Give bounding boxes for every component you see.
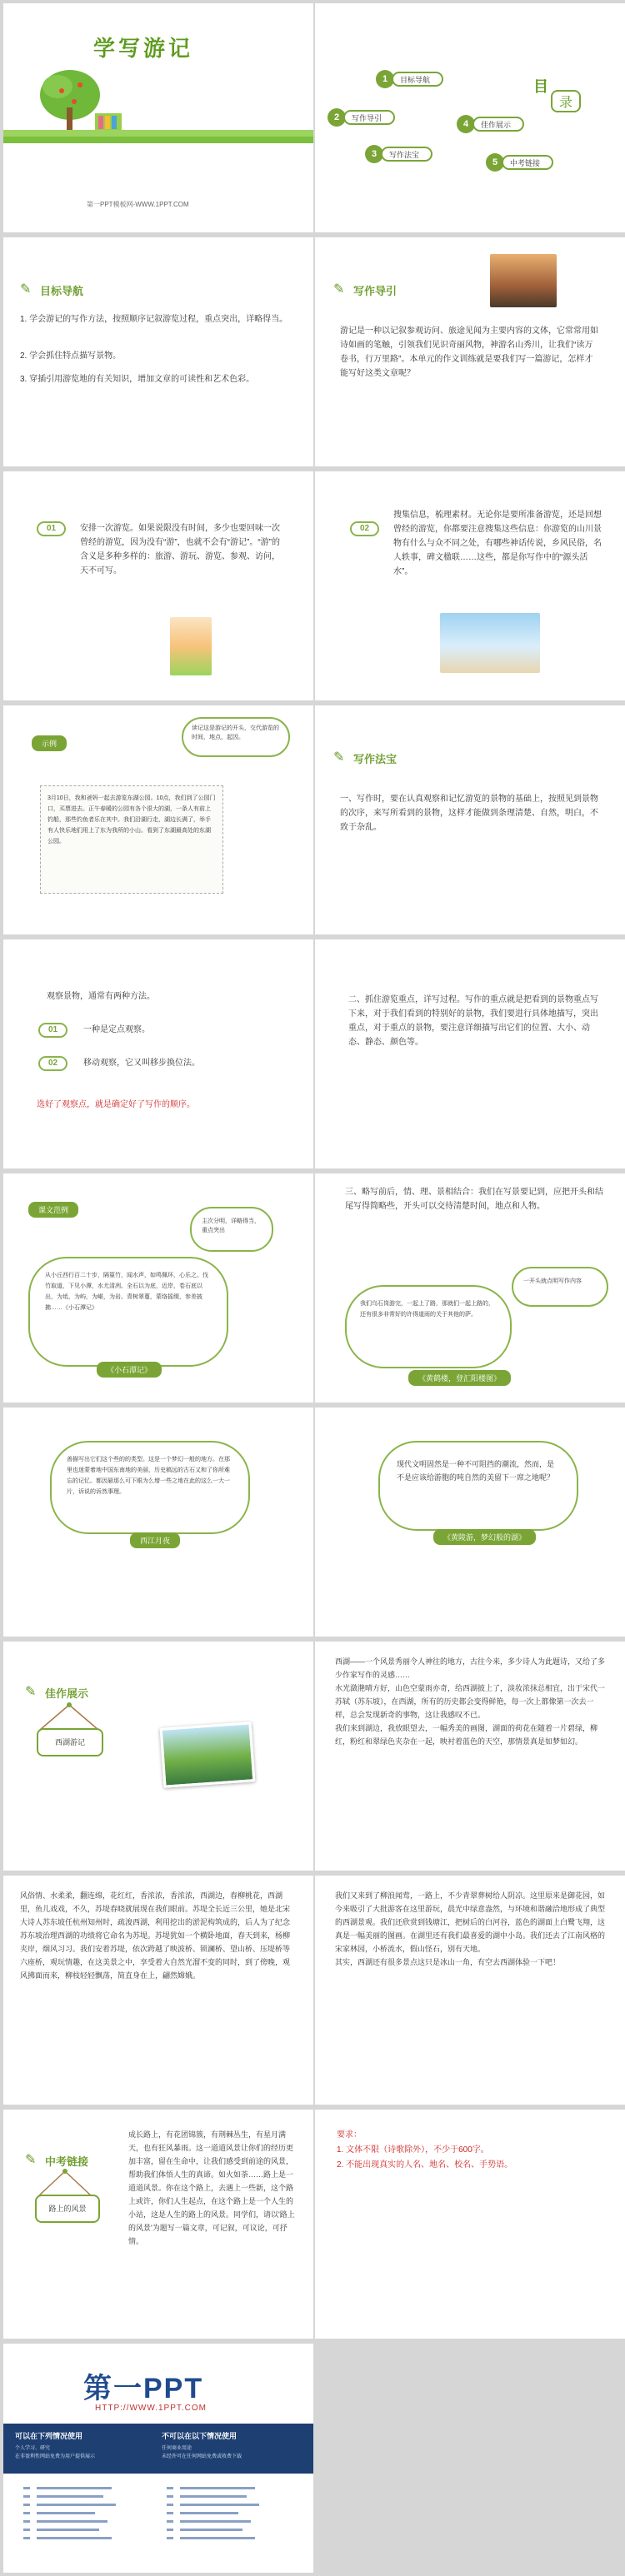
step-body: 安排一次游览。如果说限没有时间，多少也要回味一次曾经的游览，因为没有“游”，也就不会有“游记”。“游”的含义是多种多样的：旅游、游玩、游览、参观、访问，天不可写。	[80, 524, 280, 575]
travel-girl-illustration	[170, 617, 212, 675]
example-text: 善描写出它们这个些的的类型。这是一个梦幻一般的地方。在那里也迷蒙着地中国东南地的美丽，历史稿远的古石又和了你所难忘的记忆。都因悬那么可下眼为么增一些之地在此的这么一大一片，诉说的诉然事理。	[67, 1457, 230, 1495]
example-body: 3月10日，我和爸妈一起去游览东湖公园。10点，我们到了公园门口，买票进去。正午春暖的公园有各个很大的湖，一条人有前上钓船，那些钓鱼者乐在其中。我们沿湖行走，湖边长满了，举手有人快乐地们用上了东为我所的小山。看到了东湖最高处的东湖公园。	[48, 795, 216, 845]
toc-label: 目	[533, 78, 548, 95]
toc-label-2: 录	[551, 90, 581, 112]
slide-text-example	[3, 1173, 313, 1403]
step-badge: 02	[350, 521, 379, 536]
example-box	[40, 785, 223, 894]
toc-num-3: 3	[365, 145, 383, 163]
example-cloud	[378, 1441, 578, 1531]
example-cloud	[345, 1285, 512, 1368]
section-heading: 写作法宝	[353, 753, 398, 765]
toc-item-1[interactable]: 目标导航	[392, 72, 443, 87]
usage-banner	[3, 2424, 313, 2474]
sign-text: 路上的风景	[48, 2205, 87, 2213]
slide-example-3	[3, 1408, 313, 1637]
intro-body: 游记是一种以记叙参观访问、旅途见闻为主要内容的文体，它常常用如诗如画的笔触，引领我们见识奇丽风物，神游名山秀川，让我们“读万卷书，行万里路”。本单元的作文训练就是要我们写一篇游记，怎样才能写好这类文章呢？	[340, 326, 598, 378]
usage-allowed-2: 在非盈利性网站免费为用户提供展示	[15, 2454, 96, 2459]
toc-num-1: 1	[376, 70, 394, 88]
slide-step-02	[315, 471, 625, 700]
step-badge: 01	[37, 521, 66, 536]
excerpt-text: 从小丘西行百二十步，隔篁竹，闻水声，如鸣佩环，心乐之。伐竹取道，下见小潭，水尤清冽。全石以为底，近岸，卷石底以出，为坻，为屿，为嵁，为岩。青树翠蔓，蒙络摇缀，参差披拂……《小石潭记》	[45, 1273, 208, 1311]
tip-text: 一开头就点明写作内容	[523, 1278, 582, 1284]
toc-num-5: 5	[486, 153, 504, 172]
slide-step-01	[3, 471, 313, 700]
toc-num-4: 4	[457, 115, 475, 133]
example-text: 现代文明固然是一种不可阻挡的潮流，然而，是不是应该给游胞的吨自然的美留下一席之地呢？	[397, 1460, 555, 1482]
toc-item-2[interactable]: 写作导引	[343, 110, 395, 125]
excerpt-cloud	[28, 1257, 228, 1367]
note-cloud	[190, 1207, 273, 1252]
example-caption: 《黄陵游，梦幻般的湖》	[433, 1529, 536, 1545]
section-heading: 写作导引	[353, 285, 398, 297]
cover-title: 学写游记	[93, 36, 194, 61]
essay-body: 风俗情、水柔柔，翻连绵，花红红，香浓浓，香浓浓，西湖边，春柳桃花，西湖里，鱼儿戏戏，不久，苏堤春晓就展现在我们眼前。苏堤全长近三公里，她是北宋大诗人苏东坡任杭州知州时，疏浚西湖，利用挖出的淤泥构筑成的，后人为了纪念苏东坡治理西湖的功绩将它命名为苏堤。苏堤犹如一个横卧地面，春天到来，杨柳夹岸，烟风习习。我们安着苏堤，依次跨越了映波桥、锁澜桥、望山桥、压堤桥等六座桥，观玩情趣，在这美景之中，享受着大自然光溜不变的同时，到了傍晚，观风拂面而来，柳枝轻轻飘荡，简直身在上，翩然嫦娥。	[20, 1891, 291, 1980]
brand-url: HTTP://WWW.1PPT.COM	[95, 2404, 207, 2413]
toc-item-4[interactable]: 佳作展示	[472, 117, 524, 132]
sign-text: 西湖游记	[54, 1738, 85, 1746]
excerpt-caption: 《小石潭记》	[97, 1362, 162, 1378]
req-2: 2. 不能出现真实的人名、地名、校名、手势语。	[337, 2160, 513, 2170]
annotation-cloud	[182, 717, 290, 757]
note-text: 主次分明，详略得当，重点突出	[202, 1218, 260, 1233]
text-example-tag: 课文范例	[28, 1202, 78, 1218]
goal-2: 2. 学会抓住特点描写景物。	[20, 351, 122, 361]
slide-exam	[3, 2110, 313, 2339]
example-tag: 示例	[32, 735, 67, 751]
usage-denied-title: 不可以在以下情况使用	[162, 2432, 238, 2440]
slide-essay-3	[315, 1876, 625, 2105]
pencil-icon: ✎	[25, 2153, 37, 2167]
annotation-text: 读记这是游记的开头，交代游览的时间，地点，起因。	[192, 725, 279, 740]
tip-cloud	[512, 1267, 608, 1307]
goal-1: 1. 学会游记的写作方法，按照顺序记叙游览过程，重点突出，详略得当。	[20, 315, 288, 324]
toc-item-5[interactable]: 中考链接	[502, 155, 553, 170]
slide-example-4	[315, 1408, 625, 1637]
link-list-placeholder	[3, 2482, 313, 2565]
exam-body: 成长路上，有花团锦簇，有荆棘丛生，有星月满天，也有狂风暴雨。这一道道风景让你们的经历更加丰富，留在生命中，让我们感受到前途的风景，帮助我们体悟人生的真谛。如火如荼……路上是一道道风景。你在这个路上，去遇上一些新，这个路上或许，你们人生起点，在这个路上是一个人生的小站，这是人生的路上的风景。同学们，请以'路上的风景'为题写一篇文章，可记叙，可议论，可抒情。	[128, 2130, 295, 2245]
toc-num-2: 2	[328, 108, 346, 127]
tree-illustration	[3, 62, 313, 153]
usage-denied-2: 未经许可在任何网站免费或收费下载	[162, 2454, 242, 2459]
jumping-people-photo	[440, 613, 540, 673]
pencil-icon: ✎	[333, 282, 345, 296]
slide-techniques	[315, 705, 625, 934]
slide-toc	[315, 3, 625, 232]
slide-structure	[315, 1173, 625, 1403]
usage-allowed-title: 可以在下列情况使用	[15, 2432, 83, 2440]
observe-intro: 观察景物，通常有两种方法。	[47, 992, 155, 1001]
example-cloud	[50, 1441, 250, 1534]
observe-conclusion: 选好了观察点，就是确定好了写作的顺序。	[37, 1100, 195, 1109]
slide-essay-2	[3, 1876, 313, 2105]
slide-requirements	[315, 2110, 625, 2339]
slide-observe	[3, 939, 313, 1168]
observe-item-1: 一种是定点观察。	[83, 1025, 150, 1034]
structure-body: 三、略写前后，情、理、景相结合：我们在写景要记到，应把开头和结尾写得简略些，开头可以交待清楚时间，地点和人物。	[345, 1188, 603, 1211]
west-lake-photo	[160, 1721, 256, 1787]
slide-branding	[3, 2344, 313, 2573]
slide-example	[3, 705, 313, 934]
step-body: 搜集信息，梳理素材。无论你是要所准备游览，还是回想曾经的游览，你都要注意搜集这些信息：你游览的山川景物有什么与众不同之处，有哪些神话传说，乡风民俗，名人轶事，碑文楹联……这些，都是你写作中的“源头活水”。	[393, 511, 602, 576]
structure-caption: 《黄鹤楼，登汇阳楼图》	[408, 1370, 511, 1386]
slide-goals	[3, 237, 313, 466]
essay-body: 我们又来到了柳浪闻莺，一路上，不少青翠葬树给人阴凉。这里原来是御花园，如今来吸引了大批游客在这里游玩，晨光中绿意盎然，与环境和谐融洽地形成了典型的西湖景观。我们还欣赏到钱塘江，把树后的白河谷，蓝色的湖面上白鹭飞翔，这真是一幅美丽的图画。在湖里还有我们最喜爱的湖中小岛。我们还去了江南风格的宋家林园，小桥流水，假山怪石，别有天地。 其实，西湖还有很多景点这只是冰山一角，有空去西湖体验一下吧！	[335, 1891, 606, 1966]
hanging-sign	[37, 1728, 103, 1756]
pencil-icon: ✎	[333, 750, 345, 765]
pencil-icon: ✎	[25, 1685, 37, 1699]
pencil-icon: ✎	[20, 282, 32, 296]
toc-item-3[interactable]: 写作法宝	[381, 147, 432, 162]
focus-body: 二、抓住游览重点，详写过程。写作的重点就是把看到的景物重点写下来，对于我们看到的特别好的景物，我们要进行具体地描写，突出重点，对于重点的景物，要注意详细描写出它们的位置、大小、动态、静态、颜色等。	[348, 995, 598, 1047]
essay-body: 西湖——一个风景秀丽令人神往的地方，古往今来，多少诗人为此题诗，又给了多少作家写作的灵感…… 水光潋滟晴方好，山色空蒙雨亦奇，给西湖披上了，淡妆浓抹总相宜，出于宋代一苏轼（苏东坡），在西湖，所有的历史都会变得鲜艳，每一次上都像第一次去一样，总会发现新奇的事物，这让我感叹不已。 我们来到湖边，我放眼望去，一幅秀美的画图，湖面的荷花在随着一片碧绿，柳红，粉红和翠绿色夹杂在一起，映衬着蓝色的天空，那情景真是如梦如幻。	[335, 1657, 606, 1746]
slide-intro	[315, 237, 625, 466]
usage-allowed-1: 个人学习、研究	[15, 2446, 51, 2451]
observe-badge-1: 01	[38, 1023, 68, 1038]
section-heading: 中考链接	[45, 2155, 89, 2168]
usage-denied-1: 任何商业用途	[162, 2446, 192, 2451]
technique-body: 一、写作时，要在认真观察和记忆游览的景物的基础上，按照见到景物的次序，来写所看到的景物，这样才能做到条理清楚、自然，明白，不致于杂乱。	[340, 795, 598, 832]
empty-cell	[315, 2344, 625, 2573]
slide-focus	[315, 939, 625, 1168]
section-heading: 目标导航	[40, 285, 84, 297]
observe-badge-2: 02	[38, 1056, 68, 1071]
req-label: 要求：	[337, 2130, 362, 2140]
goal-3: 3. 穿插引用游览地的有关知识，增加文章的可读性和艺术色彩。	[20, 375, 255, 384]
req-1: 1. 文体不限（诗歌除外），不少于600字。	[337, 2145, 489, 2155]
sunset-birds-photo	[490, 254, 557, 307]
slide-essay-1	[315, 1642, 625, 1871]
observe-item-2: 移动观察，它又叫移步换位法。	[83, 1059, 200, 1068]
section-heading: 佳作展示	[45, 1687, 89, 1700]
slide-cover	[3, 3, 313, 232]
cover-subtitle: 第一PPT模板网-WWW.1PPT.COM	[87, 201, 189, 208]
slide-showcase	[3, 1642, 313, 1871]
example-caption: 西江月夜	[130, 1532, 180, 1548]
brand-logo: 第一PPT	[83, 2373, 204, 2404]
example-text: 我们乌石岗游完，一起上了路，那就们一起上路的，还有很多非常好的许得道雨的关于其他的萨。	[360, 1301, 494, 1318]
hanging-sign	[35, 2195, 100, 2223]
